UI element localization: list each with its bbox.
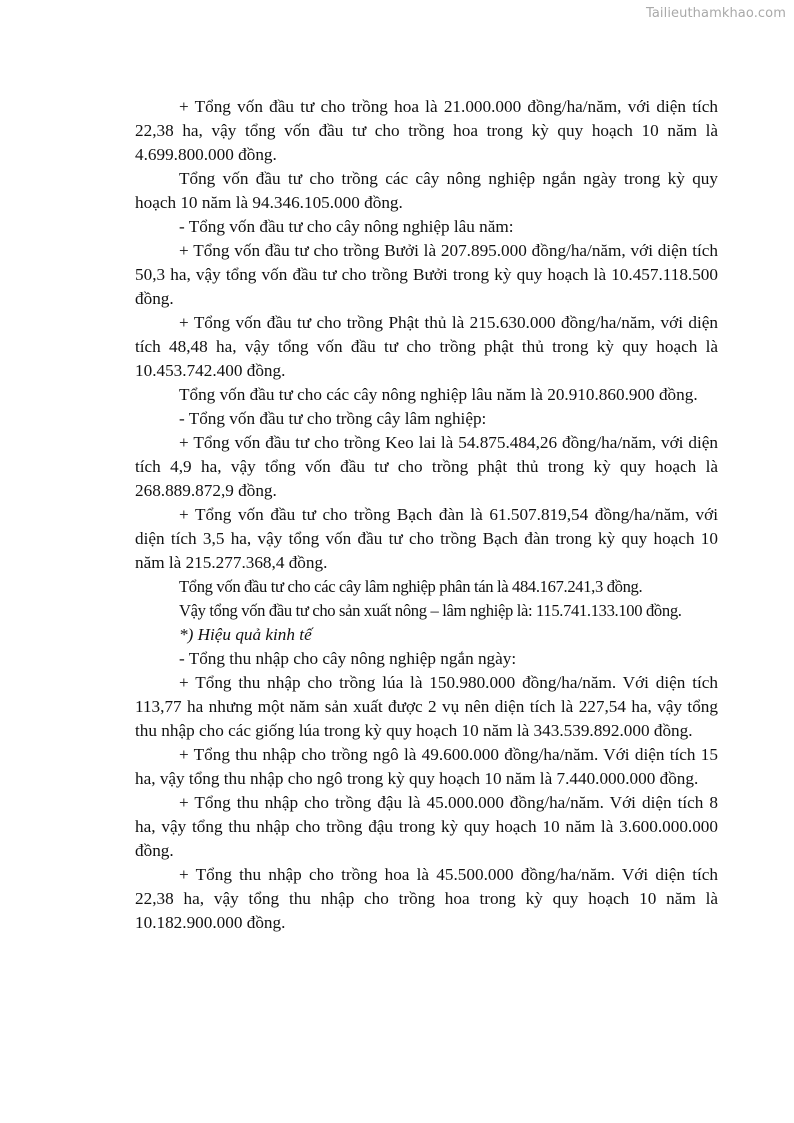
paragraph-rice-income: + Tổng thu nhập cho trồng lúa là 150.980.000 đồng/ha/năm. Với diện tích 113,77 ha nhưng một năm sản xuất được 2 vụ nên diện tích là 227,54 ha, vậy tổng thu nhập cho các giống lúa trong kỳ quy hoạch 10 năm là 343.539.892.000 đồng. <box>135 673 718 740</box>
paragraph-flower-investment: + Tổng vốn đầu tư cho trồng hoa là 21.000.000 đồng/ha/năm, với diện tích 22,38 ha, vậy tổng vốn đầu tư cho trồng hoa trong kỳ quy hoạch 10 năm là 4.699.800.000 đồng. <box>135 97 718 164</box>
section-heading-economic-efficiency: *) Hiệu quả kinh tế <box>179 625 312 644</box>
paragraph-income-heading: - Tổng thu nhập cho cây nông nghiệp ngắn ngày: <box>179 649 517 668</box>
paragraph-eucalyptus-investment: + Tổng vốn đầu tư cho trồng Bạch đàn là 61.507.819,54 đồng/ha/năm, với diện tích 3,5 ha, vậy tổng vốn đầu tư cho trồng Bạch đàn trong kỳ quy hoạch 10 năm là 215.277.368,4 đồng. <box>135 505 718 572</box>
paragraph-corn-income: + Tổng thu nhập cho trồng ngô là 49.600.000 đồng/ha/năm. Với diện tích 15 ha, vậy tổng thu nhập cho ngô trong kỳ quy hoạch 10 năm là 7.440.000.000 đồng. <box>135 745 718 788</box>
paragraph-acacia-investment: + Tổng vốn đầu tư cho trồng Keo lai là 54.875.484,26 đồng/ha/năm, với diện tích 4,9 ha, vậy tổng vốn đầu tư cho trồng phật thủ trong kỳ quy hoạch là 268.889.872,9 đồng. <box>135 433 718 500</box>
document-body <box>135 95 718 935</box>
paragraph-perennial-heading: - Tổng vốn đầu tư cho cây nông nghiệp lâu năm: <box>179 217 514 236</box>
paragraph-flower-income: + Tổng thu nhập cho trồng hoa là 45.500.000 đồng/ha/năm. Với diện tích 22,38 ha, vậy tổng thu nhập cho trồng hoa trong kỳ quy hoạch 10 năm là 10.182.900.000 đồng. <box>135 865 718 932</box>
paragraph-perennial-total: Tổng vốn đầu tư cho các cây nông nghiệp lâu năm là 20.910.860.900 đồng. <box>179 385 698 404</box>
paragraph-grand-total: Vậy tổng vốn đầu tư cho sản xuất nông – lâm nghiệp là: 115.741.133.100 đồng. <box>179 601 682 620</box>
paragraph-phat-thu-investment: + Tổng vốn đầu tư cho trồng Phật thủ là 215.630.000 đồng/ha/năm, với diện tích 48,48 ha, vậy tổng vốn đầu tư cho trồng phật thủ trong kỳ quy hoạch là 10.453.742.400 đồng. <box>135 313 718 380</box>
paragraph-bean-income: + Tổng thu nhập cho trồng đậu là 45.000.000 đồng/ha/năm. Với diện tích 8 ha, vậy tổng thu nhập cho trồng đậu trong kỳ quy hoạch 10 năm là 3.600.000.000 đồng. <box>135 793 718 860</box>
watermark-text: Tailieuthamkhao.com <box>645 6 786 21</box>
paragraph-forestry-total: Tổng vốn đầu tư cho các cây lâm nghiệp phân tán là 484.167.241,3 đồng. <box>179 577 643 596</box>
paragraph-forestry-heading: - Tổng vốn đầu tư cho trồng cây lâm nghiệp: <box>179 409 487 428</box>
paragraph-short-term-total: Tổng vốn đầu tư cho trồng các cây nông nghiệp ngắn ngày trong kỳ quy hoạch 10 năm là 94.346.105.000 đồng. <box>135 169 718 212</box>
paragraph-pomelo-investment: + Tổng vốn đầu tư cho trồng Bưởi là 207.895.000 đồng/ha/năm, với diện tích 50,3 ha, vậy tổng vốn đầu tư cho trồng Bưởi trong kỳ quy hoạch là 10.457.118.500 đồng. <box>135 241 718 308</box>
